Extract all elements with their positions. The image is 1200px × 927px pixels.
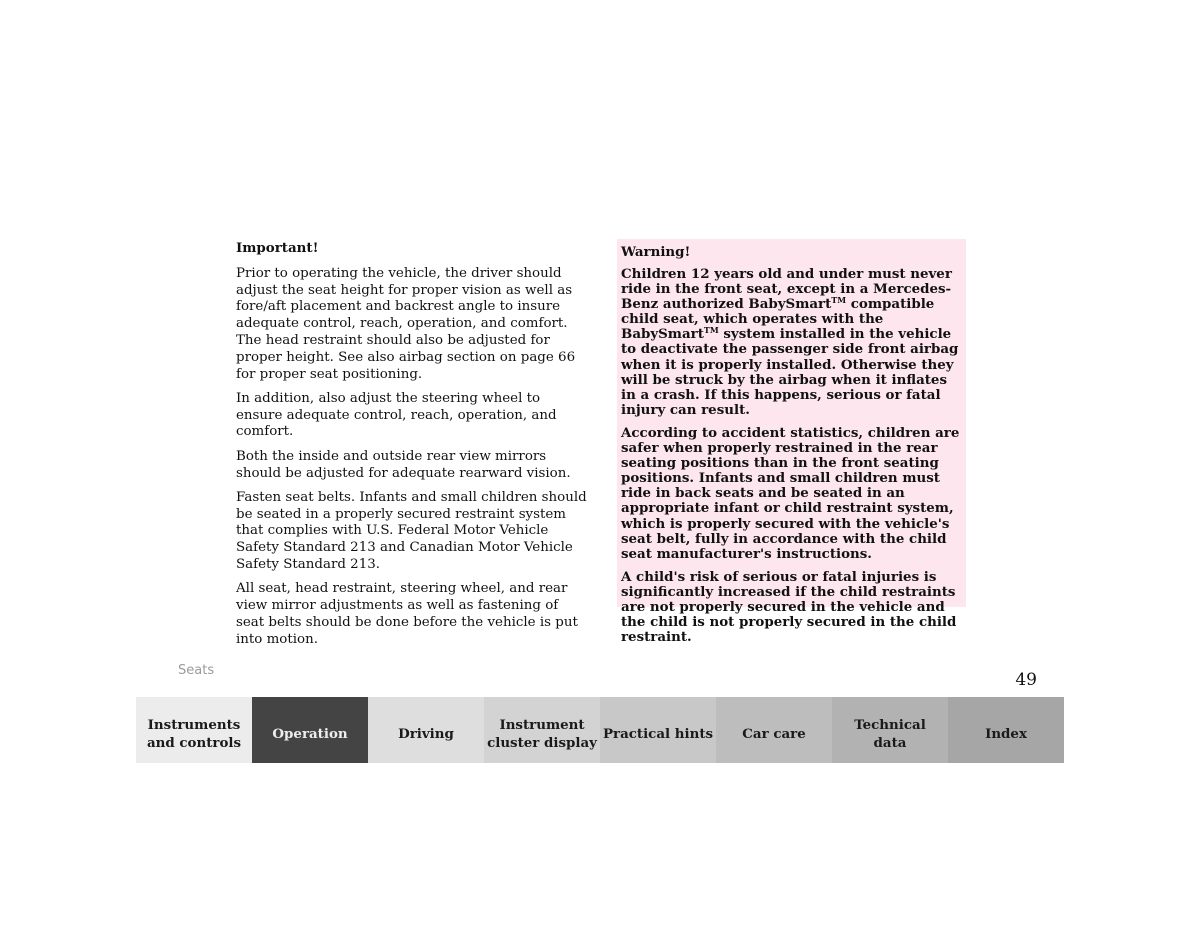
trademark-mark: TM (703, 325, 719, 336)
tab-technical-data[interactable] (832, 697, 948, 763)
warning-box (617, 239, 966, 646)
tab-instrument-cluster-display[interactable] (484, 697, 600, 763)
tab-operation[interactable] (252, 697, 368, 763)
trademark-mark: TM (831, 295, 847, 306)
tab-label: Driving (398, 726, 454, 742)
important-paragraph-3: Both the inside and outside rear view mirrors should be adjusted for adequate rearward vision. (236, 448, 571, 481)
important-section (236, 240, 588, 656)
tab-label: Instrument cluster display (487, 717, 597, 751)
tab-practical-hints[interactable] (600, 697, 716, 763)
warning-paragraph-1 (621, 267, 963, 418)
page-number: 49 (1015, 670, 1037, 690)
tab-car-care[interactable] (716, 697, 832, 763)
tab-label: Car care (742, 726, 806, 742)
warning-heading: Warning! (621, 244, 691, 260)
important-paragraph-5: All seat, head restraint, steering wheel, and rear view mirror adjustments as well as fastening of seat belts should be done before the vehicle is put into motion. (236, 581, 578, 647)
tab-instruments-and-controls[interactable] (136, 697, 252, 763)
important-paragraph-4: Fasten seat belts. Infants and small children should be seated in a properly secured restraint system that complies with U.S. Federal Motor Vehicle Safety Standard 213 and Canadian Motor Vehicle Safety Standard 213. (236, 489, 587, 573)
warning-paragraph-2: According to accident statistics, children are safer when properly restrained in the rear seating positions than in the front seating positions. Infants and small children must ride in back seats and be seated in an appropriate infant or child restraint system, which is properly secured with the vehicle's seat belt, fully in accordance with the child seat manufacturer's instructions. (621, 424, 960, 562)
important-paragraph-2: In addition, also adjust the steering wheel to ensure adequate control, reach, operation, and comfort. (236, 390, 557, 440)
tab-label: Practical hints (602, 726, 714, 742)
warning-text-part-3: system installed in the vehicle to deactivate the passenger side front airbag when it is properly installed. Otherwise they will be struck by the airbag when it inflates in a crash. If this happens, serious or fatal injury can result. (621, 326, 959, 418)
tab-index[interactable] (948, 697, 1064, 763)
warning-paragraph-3: A child's risk of serious or fatal injuries is significantly increased if the child restraints are not properly secured in the vehicle and the child is not properly secured in the child restraint. (621, 568, 957, 646)
tab-label: Technical data (854, 717, 926, 751)
warning-text-part-1: Children 12 years old and under must never ride in the front seat, except in a Mercedes-Benz authorized BabySmart (621, 266, 952, 313)
warning-text-part-2: compatible child seat, which operates with the BabySmart (621, 296, 935, 343)
tab-label: Instruments and controls (146, 717, 242, 751)
tab-driving[interactable] (368, 697, 484, 763)
tab-label: Index (985, 726, 1027, 742)
section-label: Seats (178, 663, 215, 678)
important-heading: Important! (236, 240, 319, 256)
chapter-navigation (136, 697, 1064, 763)
tab-label: Operation (272, 726, 348, 742)
important-paragraph-1: Prior to operating the vehicle, the driver should adjust the seat height for proper vision as well as fore/aft placement and backrest angle to insure adequate control, reach, operation, and comfort. The head restraint should also be adjusted for proper height. See also airbag section on page 66 for proper seat positioning. (236, 265, 576, 382)
